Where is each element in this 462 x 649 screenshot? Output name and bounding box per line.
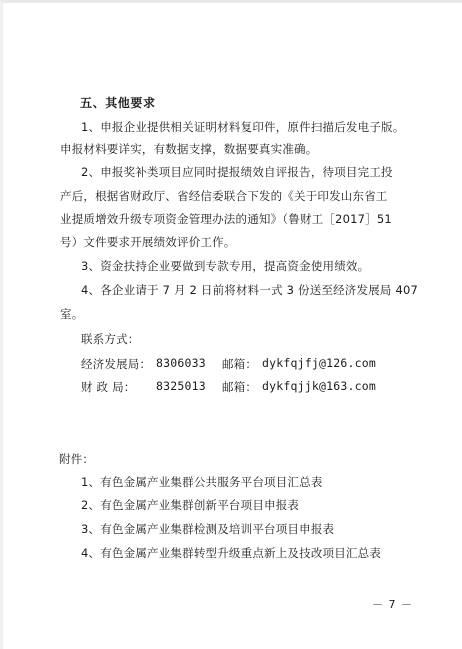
contact-phone: 8306033 <box>156 356 206 370</box>
paragraph-line: 1、申报企业提供相关证明材料复印件，原件扫描后发电子版。 <box>81 120 405 134</box>
page-number: － 7 － <box>372 598 413 611</box>
paragraph-line: 申报材料要详实，有数据支撑，数据要真实准确。 <box>60 142 318 156</box>
paragraph-line: 室。 <box>60 307 84 321</box>
contact-title: 联系方式： <box>81 332 140 346</box>
paragraph-line: 号）文件要求开展绩效评价工作。 <box>60 235 236 249</box>
contact-email[interactable]: dykfqjfj@126.com <box>262 356 376 370</box>
attachment-item: 1、有色金属产业集群公共服务平台项目汇总表 <box>81 475 323 489</box>
contact-email-label: 邮箱： <box>222 380 258 394</box>
paragraph-line: 业提质增效升级专项资金管理办法的通知》（鲁财工［2017］51 <box>60 212 392 226</box>
contact-dept: 财 政 局： <box>81 380 136 394</box>
paragraph-line: 3、资金扶持企业要做到专款专用，提高资金使用绩效。 <box>81 259 370 273</box>
contact-phone: 8325013 <box>156 379 206 393</box>
section-heading: 五、其他要求 <box>80 96 156 110</box>
attachment-item: 3、有色金属产业集群检测及培训平台项目申报表 <box>81 522 335 536</box>
attachment-item: 2、有色金属产业集群创新平台项目申报表 <box>81 498 300 512</box>
contact-dept: 经济发展局： <box>81 357 152 371</box>
attachment-item: 4、有色金属产业集群转型升级重点新上及技改项目汇总表 <box>81 546 382 560</box>
attachments-title: 附件： <box>59 452 95 466</box>
contact-email-label: 邮箱： <box>222 357 258 371</box>
paragraph-line: 4、各企业请于 7 月 2 日前将材料一式 3 份送至经济发展局 407 <box>81 283 419 297</box>
contact-email[interactable]: dykfqjjk@163.com <box>262 379 376 393</box>
paragraph-line: 产后，根据省财政厅、省经信委联合下发的《关于印发山东省工 <box>60 189 388 203</box>
paragraph-line: 2、申报奖补类项目应同时提报绩效自评报告，待项目完工投 <box>81 165 393 179</box>
